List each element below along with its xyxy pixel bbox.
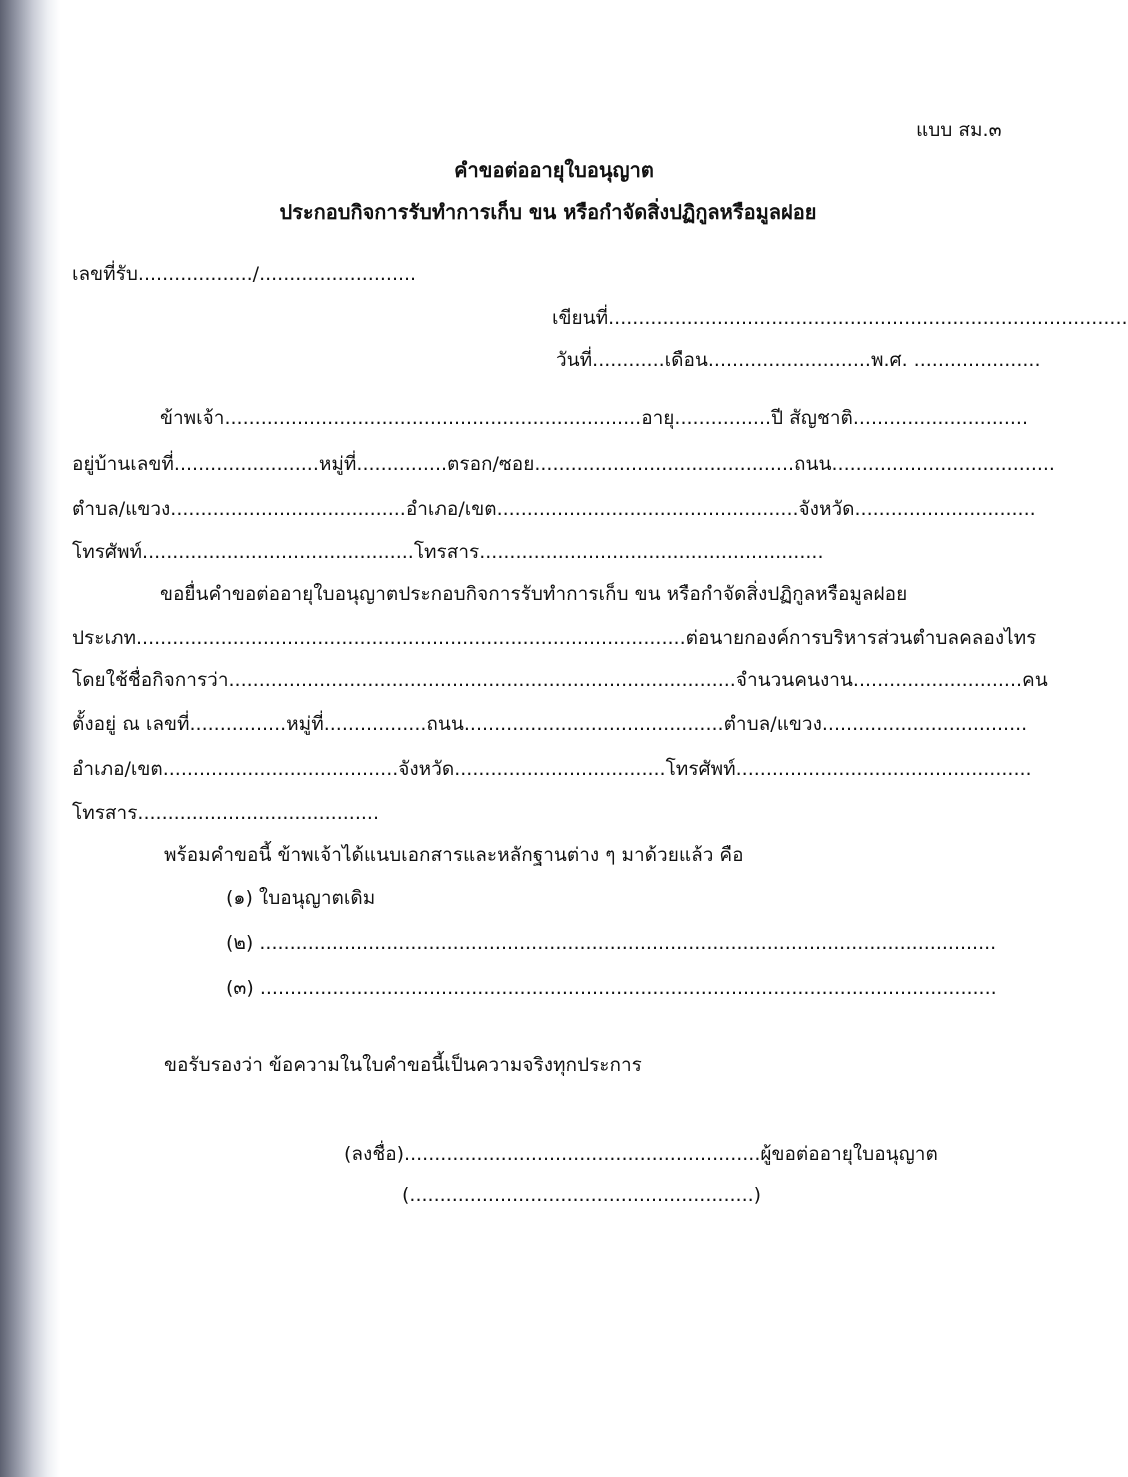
license-type-field[interactable]: ประเภท...........................................................................................ต่อนายกองค์การบริหารส่วนตำบลคลองไทร [72,627,1037,649]
business-name-field[interactable]: โดยใช้ชื่อกิจการว่า....................................................................................จำนวนคนงาน............................คน [72,669,1048,691]
district-field[interactable]: ตำบล/แขวง.......................................อำเภอ/เขต..................................................จังหวัด.............................. [72,498,1036,520]
attachment-item: (๑) ใบอนุญาตเดิม [226,887,376,909]
applicant-field[interactable]: ข้าพเจ้า.....................................................................อายุ................ปี สัญชาติ............................. [160,407,1028,429]
form-subtitle: ประกอบกิจการรับทำการเก็บ ขน หรือกำจัดสิ่งปฏิกูลหรือมูลฝอย [279,200,817,224]
address-field[interactable]: อยู่บ้านเลขที่........................หมู่ที่...............ตรอก/ซอย...........................................ถนน..................................... [72,453,1055,475]
attachments-intro: พร้อมคำขอนี้ ข้าพเจ้าได้แนบเอกสารและหลักฐานต่าง ๆ มาด้วยแล้ว คือ [164,844,744,866]
written-at-field[interactable]: เขียนที่...................................................................................... [552,307,1128,329]
attachment-item[interactable]: (๒) .......................................................................................................................... [226,932,997,954]
form-title: คำขอต่ออายุใบอนุญาต [454,158,654,182]
certification-statement: ขอรับรองว่า ข้อความในใบคำขอนี้เป็นความจริงทุกประการ [164,1054,642,1076]
receipt-number-field[interactable]: เลขที่รับ.................../.......................... [72,263,417,285]
phone-field[interactable]: โทรศัพท์.............................................โทรสาร......................................................... [72,541,824,563]
signature-field[interactable]: (ลงชื่อ)...........................................................ผู้ขอต่ออายุใบอนุญาต [344,1143,938,1165]
business-location-field[interactable]: ตั้งอยู่ ณ เลขที่................หมู่ที่.................ถนน...........................................ตำบล/แขวง.................................. [72,713,1028,735]
form-code: แบบ สม.๓ [916,119,1002,141]
attachment-item[interactable]: (๓) .......................................................................................................................... [226,977,997,999]
business-district-field[interactable]: อำเภอ/เขต.......................................จังหวัด...................................โทรศัพท์................................................. [72,758,1032,780]
fax-field[interactable]: โทรสาร........................................ [72,802,379,824]
request-paragraph: ขอยื่นคำขอต่ออายุใบอนุญาตประกอบกิจการรับทำการเก็บ ขน หรือกำจัดสิ่งปฏิกูลหรือมูลฝอย [160,583,908,605]
signature-name-field[interactable]: (.........................................................) [402,1184,762,1206]
date-field[interactable]: วันที่............เดือน...........................พ.ศ. ..................... [556,349,1041,371]
